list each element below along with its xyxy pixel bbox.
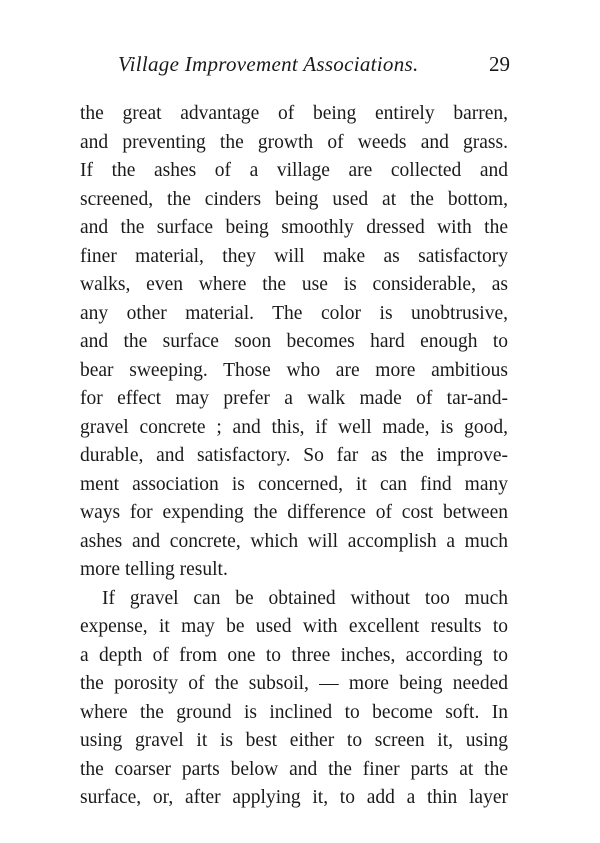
page-number: 29: [489, 52, 510, 76]
text-line: bear sweeping. Those who are more ambitious: [80, 359, 508, 381]
text-line: and the surface soon becomes hard enough to: [80, 331, 508, 352]
text-line: any other material. The color is unobtrusive,: [80, 302, 508, 324]
running-header: [118, 52, 510, 86]
text-line: expense, it may be used with excellent results to: [80, 616, 508, 637]
text-line: using gravel it is best either to screen it, using: [80, 730, 508, 751]
text-line: ashes and concrete, which will accomplish a much: [80, 530, 508, 552]
text-line: ways for expending the difference of cost between: [80, 502, 508, 523]
running-title: Village Improvement Associations.: [118, 52, 419, 76]
text-line: finer material, they will make as satisfactory: [80, 245, 508, 267]
text-line: gravel concrete ; and this, if well made, is good,: [80, 416, 508, 438]
text-line: the porosity of the subsoil, — more being needed: [80, 673, 508, 694]
text-line: a depth of from one to three inches, according to: [80, 644, 508, 666]
text-line: and preventing the growth of weeds and grass.: [80, 131, 508, 153]
text-line: If gravel can be obtained without too much: [102, 587, 508, 609]
text-line: for effect may prefer a walk made of tar-and-: [80, 388, 508, 409]
text-line: the coarser parts below and the finer parts at the: [80, 758, 508, 780]
text-line: screened, the cinders being used at the bottom,: [80, 188, 508, 210]
text-line: and the surface being smoothly dressed with the: [80, 217, 508, 238]
text-line: walks, even where the use is considerable, as: [80, 274, 508, 295]
text-line: more telling result.: [80, 559, 228, 580]
text-line: ment association is concerned, it can find many: [80, 473, 508, 495]
text-line: surface, or, after applying it, to add a thin layer: [80, 787, 508, 808]
body-text: [80, 100, 508, 813]
text-line: where the ground is inclined to become soft. In: [80, 701, 508, 723]
text-line: If the ashes of a village are collected and: [80, 160, 508, 181]
text-line: durable, and satisfactory. So far as the improve-: [80, 445, 508, 466]
text-line: the great advantage of being entirely barren,: [80, 103, 508, 124]
